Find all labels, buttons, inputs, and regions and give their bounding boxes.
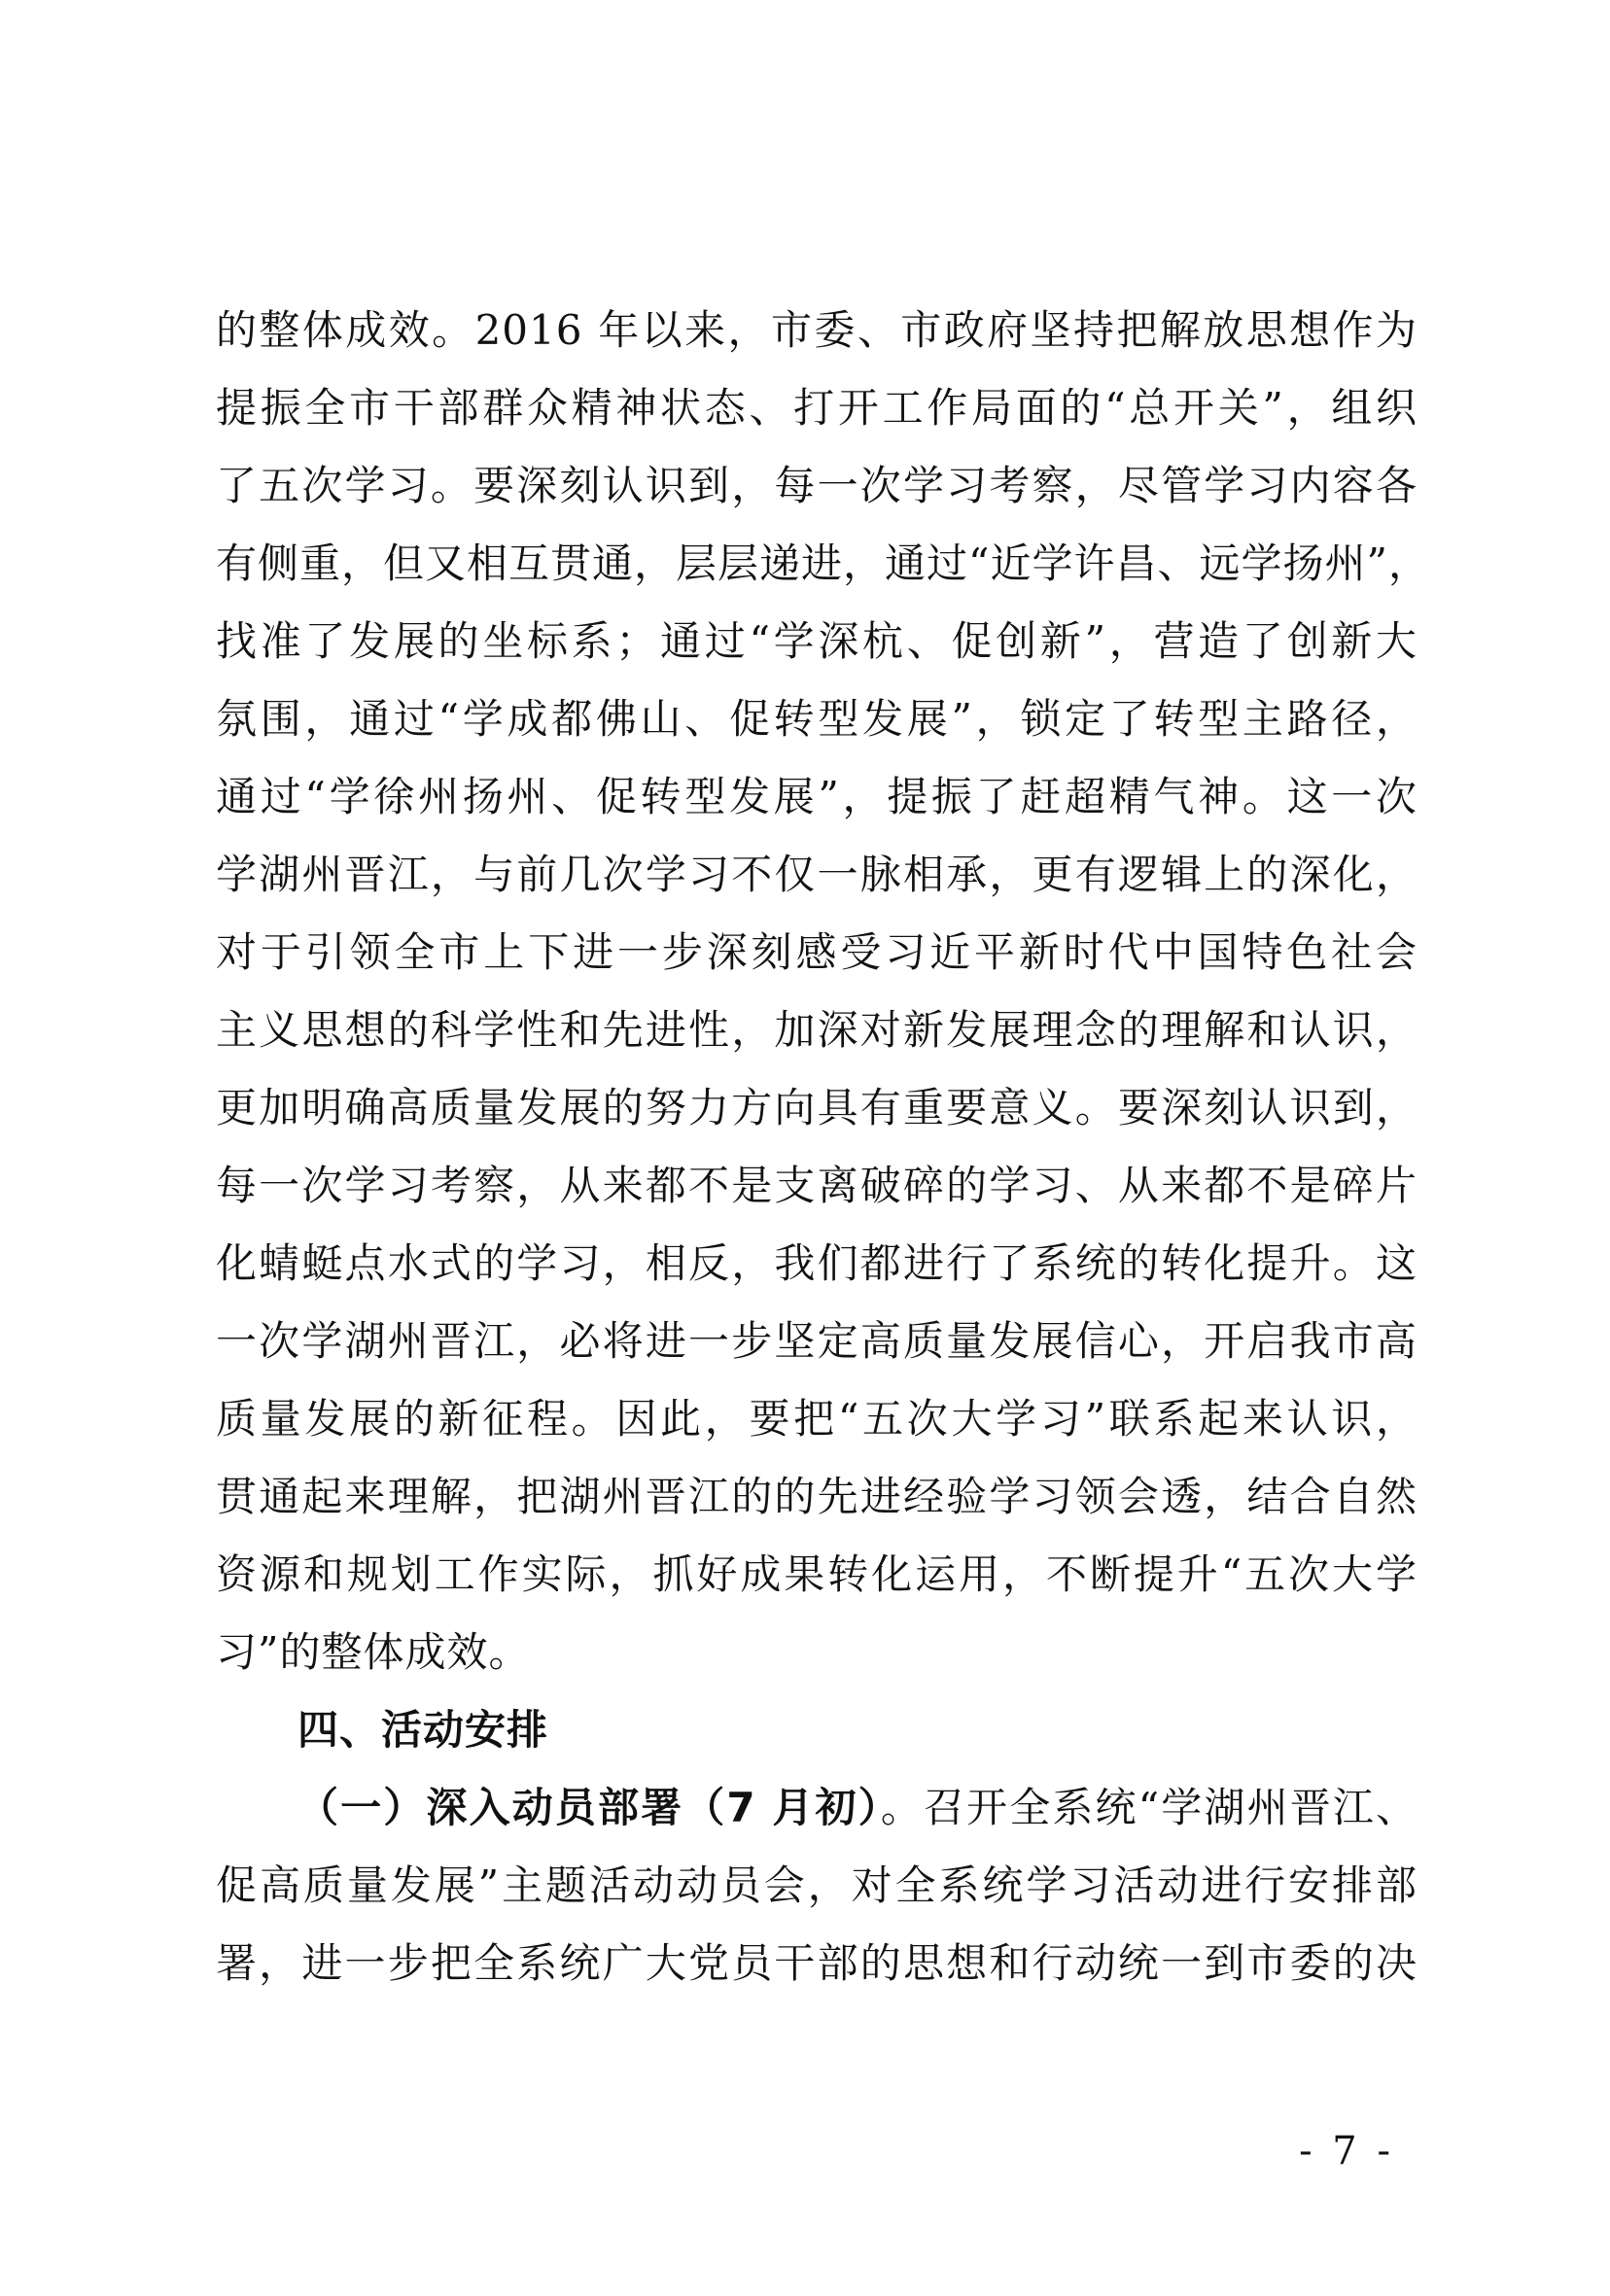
document-body	[216, 292, 1430, 2002]
text-line: 氛围，通过“学成都佛山、促转型发展”，锁定了转型主路径，	[216, 695, 1418, 743]
text-line: 了五次学习。要深刻认识到，每一次学习考察，尽管学习内容各	[216, 462, 1418, 509]
text-line: 提振全市干部群众精神状态、打开工作局面的“总开关”，组织	[216, 384, 1418, 432]
text-line: 的整体成效。2016 年以来，市委、市政府坚持把解放思想作为	[216, 306, 1418, 354]
text-line: 主义思想的科学性和先进性，加深对新发展理念的理解和认识，	[216, 1006, 1418, 1054]
subsection-first-line	[216, 1769, 1418, 1847]
text-line: 资源和规划工作实际，抓好成果转化运用，不断提升“五次大学	[216, 1550, 1418, 1598]
text-line: 化蜻蜓点水式的学习，相反，我们都进行了系统的转化提升。这	[216, 1239, 1418, 1287]
text-line: 每一次学习考察，从来都不是支离破碎的学习、从来都不是碎片	[216, 1162, 1418, 1209]
paragraph-mobilization	[216, 1769, 1418, 2002]
subsection-line-text: 。召开全系统“学湖州晋江、	[880, 1784, 1418, 1831]
paragraph-overall-effectiveness	[216, 292, 1430, 1691]
text-line: 通过“学徐州扬州、促转型发展”，提振了赶超精气神。这一次	[216, 773, 1418, 820]
text-line: 更加明确高质量发展的努力方向具有重要意义。要深刻认识到，	[216, 1084, 1418, 1131]
text-line: 学湖州晋江，与前几次学习不仅一脉相承，更有逻辑上的深化，	[216, 851, 1418, 898]
text-line: 习”的整体成效。	[216, 1628, 531, 1676]
text-line: 质量发展的新征程。因此，要把“五次大学习”联系起来认识，	[216, 1395, 1418, 1443]
text-line: 对于引领全市上下进一步深刻感受习近平新时代中国特色社会	[216, 928, 1418, 976]
text-line: 有侧重，但又相互贯通，层层递进，通过“近学许昌、远学扬州”，	[216, 539, 1430, 587]
text-line: 署，进一步把全系统广大党员干部的思想和行动统一到市委的决	[216, 1939, 1418, 1987]
text-line: 一次学湖州晋江，必将进一步坚定高质量发展信心，开启我市高	[216, 1317, 1418, 1365]
text-line: 促高质量发展”主题活动动员会，对全系统学习活动进行安排部	[216, 1861, 1418, 1909]
text-line: 贯通起来理解，把湖州晋江的的先进经验学习领会透，结合自然	[216, 1473, 1418, 1520]
text-line: 找准了发展的坐标系；通过“学深杭、促创新”，营造了创新大	[216, 617, 1418, 665]
section-heading: 四、活动安排	[298, 1706, 549, 1754]
subsection-title: （一）深入动员部署（7 月初）	[298, 1784, 881, 1831]
page-number: - 7 -	[1299, 2129, 1394, 2174]
